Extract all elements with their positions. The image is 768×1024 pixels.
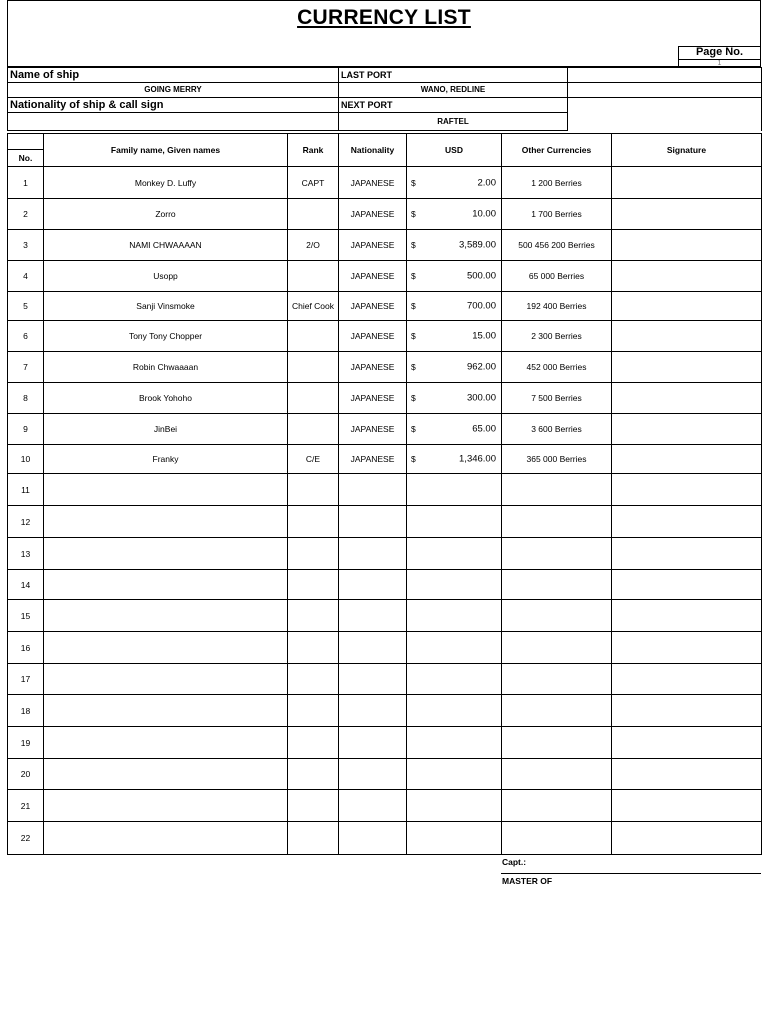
crew-other-currencies: 3 600 Berries xyxy=(502,414,612,445)
crew-name xyxy=(44,600,288,632)
crew-other-currencies: 500 456 200 Berries xyxy=(502,230,612,261)
table-row xyxy=(8,414,762,445)
crew-nationality xyxy=(339,759,407,790)
crew-rank xyxy=(288,261,339,292)
crew-signature xyxy=(612,474,762,506)
row-number: 21 xyxy=(8,790,44,822)
table-row xyxy=(8,664,762,695)
crew-rank xyxy=(288,759,339,790)
crew-rank xyxy=(288,352,339,383)
crew-other-currencies: 452 000 Berries xyxy=(502,352,612,383)
row-number: 11 xyxy=(8,474,44,506)
crew-rank xyxy=(288,600,339,632)
crew-other-currencies xyxy=(502,600,612,632)
table-row xyxy=(8,600,762,632)
crew-signature xyxy=(612,352,762,383)
crew-other-currencies xyxy=(502,632,612,664)
crew-nationality xyxy=(339,538,407,570)
table-row xyxy=(8,474,762,506)
crew-signature xyxy=(612,759,762,790)
last-port-label: LAST PORT xyxy=(339,68,568,83)
crew-nationality: JAPANESE xyxy=(339,199,407,230)
crew-name: Tony Tony Chopper xyxy=(44,321,288,352)
crew-nationality xyxy=(339,664,407,695)
row-number: 14 xyxy=(8,570,44,600)
crew-other-currencies xyxy=(502,727,612,759)
crew-other-currencies: 2 300 Berries xyxy=(502,321,612,352)
crew-name: Brook Yohoho xyxy=(44,383,288,414)
crew-usd xyxy=(407,790,502,822)
crew-usd xyxy=(407,167,502,199)
crew-signature xyxy=(612,727,762,759)
crew-other-currencies: 192 400 Berries xyxy=(502,292,612,321)
crew-signature xyxy=(612,321,762,352)
crew-other-currencies: 1 700 Berries xyxy=(502,199,612,230)
dollar-sign: $ xyxy=(411,362,416,372)
nationality-value xyxy=(8,113,339,131)
crew-name: Zorro xyxy=(44,199,288,230)
dollar-sign: $ xyxy=(411,393,416,403)
crew-name xyxy=(44,727,288,759)
row-number: 2 xyxy=(8,199,44,230)
crew-usd xyxy=(407,822,502,855)
usd-amount: 500.00 xyxy=(466,270,496,282)
crew-nationality: JAPANESE xyxy=(339,414,407,445)
crew-nationality: JAPANESE xyxy=(339,321,407,352)
row-number: 10 xyxy=(8,445,44,474)
crew-name: JinBei xyxy=(44,414,288,445)
header-nationality: Nationality xyxy=(339,134,407,167)
table-row xyxy=(8,759,762,790)
table-row xyxy=(8,506,762,538)
crew-other-currencies xyxy=(502,538,612,570)
crew-signature xyxy=(612,383,762,414)
blank-cell xyxy=(568,68,762,83)
crew-rank xyxy=(288,538,339,570)
crew-rank xyxy=(288,570,339,600)
crew-name xyxy=(44,506,288,538)
crew-signature xyxy=(612,664,762,695)
crew-other-currencies xyxy=(502,506,612,538)
dollar-sign: $ xyxy=(411,301,416,311)
crew-name: Monkey D. Luffy xyxy=(44,167,288,199)
dollar-sign: $ xyxy=(411,209,416,219)
table-row xyxy=(8,352,762,383)
crew-name: Franky xyxy=(44,445,288,474)
crew-usd xyxy=(407,538,502,570)
crew-name xyxy=(44,538,288,570)
row-number: 9 xyxy=(8,414,44,445)
row-number: 22 xyxy=(8,822,44,855)
header-name: Family name, Given names xyxy=(44,134,288,167)
crew-nationality xyxy=(339,695,407,727)
table-row xyxy=(8,230,762,261)
usd-amount: 300.00 xyxy=(466,392,496,404)
dollar-sign: $ xyxy=(411,240,416,250)
crew-usd xyxy=(407,292,502,321)
crew-rank xyxy=(288,695,339,727)
row-number: 8 xyxy=(8,383,44,414)
master-of-label: MASTER OF xyxy=(502,876,553,886)
crew-other-currencies: 65 000 Berries xyxy=(502,261,612,292)
crew-other-currencies xyxy=(502,570,612,600)
ship-info-table xyxy=(7,67,762,131)
table-row xyxy=(8,790,762,822)
crew-other-currencies xyxy=(502,790,612,822)
crew-name: Usopp xyxy=(44,261,288,292)
crew-signature xyxy=(612,199,762,230)
ship-name-value: GOING MERRY xyxy=(8,83,339,98)
header-other-currencies: Other Currencies xyxy=(502,134,612,167)
row-number: 6 xyxy=(8,321,44,352)
crew-other-currencies xyxy=(502,759,612,790)
row-number: 19 xyxy=(8,727,44,759)
crew-signature xyxy=(612,445,762,474)
usd-amount: 700.00 xyxy=(466,300,496,312)
crew-nationality xyxy=(339,822,407,855)
crew-usd xyxy=(407,414,502,445)
row-number: 16 xyxy=(8,632,44,664)
header-no: No. xyxy=(8,134,44,167)
table-row xyxy=(8,321,762,352)
header-signature: Signature xyxy=(612,134,762,167)
crew-name: NAMI CHWAAAAN xyxy=(44,230,288,261)
table-row xyxy=(8,199,762,230)
row-number: 17 xyxy=(8,664,44,695)
table-row xyxy=(8,727,762,759)
crew-signature xyxy=(612,570,762,600)
document-title: CURRENCY LIST xyxy=(297,6,471,29)
table-row xyxy=(8,822,762,855)
crew-name xyxy=(44,570,288,600)
row-number: 12 xyxy=(8,506,44,538)
crew-nationality xyxy=(339,506,407,538)
ship-name-label: Name of ship xyxy=(8,68,339,83)
crew-rank: CAPT xyxy=(288,167,339,199)
dollar-sign: $ xyxy=(411,177,416,188)
crew-name xyxy=(44,664,288,695)
crew-nationality: JAPANESE xyxy=(339,445,407,474)
crew-usd xyxy=(407,600,502,632)
crew-name: Robin Chwaaaan xyxy=(44,352,288,383)
table-row xyxy=(8,632,762,664)
crew-usd xyxy=(407,383,502,414)
table-row xyxy=(8,445,762,474)
table-row xyxy=(8,167,762,199)
crew-usd xyxy=(407,321,502,352)
usd-amount: 1,346.00 xyxy=(459,453,496,465)
crew-nationality xyxy=(339,632,407,664)
usd-amount: 962.00 xyxy=(466,361,496,373)
crew-rank xyxy=(288,632,339,664)
blank-cell xyxy=(568,98,762,113)
crew-other-currencies: 7 500 Berries xyxy=(502,383,612,414)
header-usd: USD xyxy=(407,134,502,167)
crew-rank xyxy=(288,822,339,855)
row-number: 4 xyxy=(8,261,44,292)
crew-usd xyxy=(407,695,502,727)
crew-name: Sanji Vinsmoke xyxy=(44,292,288,321)
crew-usd xyxy=(407,445,502,474)
usd-amount: 65.00 xyxy=(472,423,496,435)
dollar-sign: $ xyxy=(411,424,416,434)
crew-usd xyxy=(407,506,502,538)
crew-name xyxy=(44,474,288,506)
crew-signature xyxy=(612,538,762,570)
crew-nationality xyxy=(339,790,407,822)
last-port-value: WANO, REDLINE xyxy=(339,83,568,98)
next-port-label: NEXT PORT xyxy=(339,98,568,113)
crew-other-currencies xyxy=(502,822,612,855)
crew-signature xyxy=(612,632,762,664)
crew-nationality: JAPANESE xyxy=(339,261,407,292)
row-number: 18 xyxy=(8,695,44,727)
crew-usd xyxy=(407,230,502,261)
captain-signature-line xyxy=(501,873,761,874)
table-row xyxy=(8,695,762,727)
crew-rank: 2/O xyxy=(288,230,339,261)
crew-rank xyxy=(288,790,339,822)
crew-signature xyxy=(612,261,762,292)
crew-other-currencies xyxy=(502,695,612,727)
crew-other-currencies: 365 000 Berries xyxy=(502,445,612,474)
crew-rank xyxy=(288,474,339,506)
usd-amount: 10.00 xyxy=(472,208,496,220)
dollar-sign: $ xyxy=(411,331,416,341)
page-number-value: 1 xyxy=(717,60,722,67)
crew-rank xyxy=(288,199,339,230)
crew-nationality: JAPANESE xyxy=(339,383,407,414)
dollar-sign: $ xyxy=(411,271,416,281)
header-rank: Rank xyxy=(288,134,339,167)
crew-signature xyxy=(612,790,762,822)
table-row xyxy=(8,292,762,321)
crew-signature xyxy=(612,600,762,632)
crew-other-currencies xyxy=(502,474,612,506)
blank-cell xyxy=(568,83,762,98)
crew-usd xyxy=(407,727,502,759)
crew-usd xyxy=(407,199,502,230)
crew-nationality: JAPANESE xyxy=(339,352,407,383)
captain-label: Capt.: xyxy=(502,857,527,867)
crew-currency-table xyxy=(7,133,762,855)
crew-signature xyxy=(612,167,762,199)
row-number: 20 xyxy=(8,759,44,790)
crew-name xyxy=(44,759,288,790)
table-header-row xyxy=(8,134,762,167)
nationality-label: Nationality of ship & call sign xyxy=(8,98,339,113)
row-number: 7 xyxy=(8,352,44,383)
crew-name xyxy=(44,632,288,664)
crew-nationality xyxy=(339,727,407,759)
crew-rank: C/E xyxy=(288,445,339,474)
crew-usd xyxy=(407,664,502,695)
crew-signature xyxy=(612,230,762,261)
usd-amount: 3,589.00 xyxy=(459,239,496,251)
next-port-value: RAFTEL xyxy=(339,113,568,131)
crew-usd xyxy=(407,759,502,790)
crew-usd xyxy=(407,261,502,292)
crew-nationality xyxy=(339,570,407,600)
crew-rank: Chief Cook xyxy=(288,292,339,321)
dollar-sign: $ xyxy=(411,454,416,464)
crew-nationality: JAPANESE xyxy=(339,292,407,321)
usd-amount: 15.00 xyxy=(472,330,496,342)
crew-name xyxy=(44,822,288,855)
row-number: 3 xyxy=(8,230,44,261)
crew-name xyxy=(44,695,288,727)
crew-usd xyxy=(407,352,502,383)
crew-other-currencies: 1 200 Berries xyxy=(502,167,612,199)
crew-nationality: JAPANESE xyxy=(339,230,407,261)
crew-nationality xyxy=(339,474,407,506)
crew-signature xyxy=(612,414,762,445)
crew-rank xyxy=(288,727,339,759)
usd-amount: 2.00 xyxy=(477,177,496,188)
crew-usd xyxy=(407,474,502,506)
crew-rank xyxy=(288,383,339,414)
crew-rank xyxy=(288,414,339,445)
crew-signature xyxy=(612,292,762,321)
crew-usd xyxy=(407,570,502,600)
crew-name xyxy=(44,790,288,822)
crew-nationality: JAPANESE xyxy=(339,167,407,199)
crew-rank xyxy=(288,321,339,352)
table-row xyxy=(8,538,762,570)
table-row xyxy=(8,570,762,600)
crew-signature xyxy=(612,506,762,538)
table-row xyxy=(8,383,762,414)
row-number: 5 xyxy=(8,292,44,321)
crew-rank xyxy=(288,506,339,538)
crew-other-currencies xyxy=(502,664,612,695)
row-number: 1 xyxy=(8,167,44,199)
crew-nationality xyxy=(339,600,407,632)
crew-signature xyxy=(612,822,762,855)
table-row xyxy=(8,261,762,292)
crew-usd xyxy=(407,632,502,664)
row-number: 13 xyxy=(8,538,44,570)
page-number-label: Page No. xyxy=(695,46,744,58)
blank-cell xyxy=(568,113,762,131)
crew-rank xyxy=(288,664,339,695)
row-number: 15 xyxy=(8,600,44,632)
crew-signature xyxy=(612,695,762,727)
